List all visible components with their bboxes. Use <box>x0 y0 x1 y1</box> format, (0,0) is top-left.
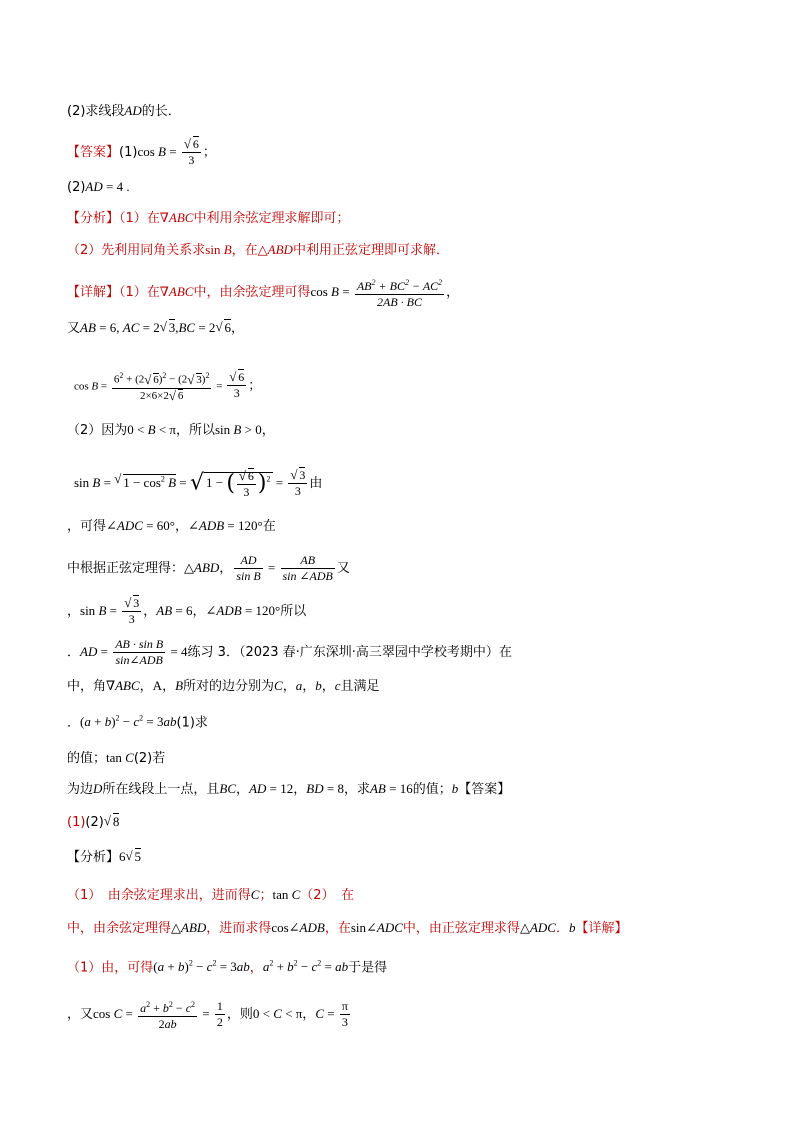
text: 【分析】 <box>67 850 120 865</box>
fraction: $\frac{AB^2 + BC^2 - AC^2}{2AB \cdot BC}$ <box>355 275 444 310</box>
exercise-3-detail-2: ，又cos C = $\frac{a^2 + b^2 - c^2}{2ab}$ = $\frac{1}{2}$ ，则0 < C < π，C = $\frac{\pi}{3}$ <box>67 999 348 1031</box>
text: （2）因为 <box>67 423 128 438</box>
text: 于是得 <box>348 960 388 976</box>
text: 为边 <box>67 782 94 797</box>
detail-line-6: ，可得∠ADC = 60°，∠ADB = 120°在 <box>67 518 276 534</box>
text: ，又 <box>67 1007 94 1022</box>
text: ， <box>192 604 206 619</box>
text: 在 <box>262 519 276 534</box>
fraction: $\frac{1}{2}$ <box>216 999 223 1029</box>
text: 【答案】 <box>458 782 511 797</box>
text: ； <box>259 888 273 903</box>
text: ， <box>174 519 188 534</box>
text: ， <box>302 1007 316 1022</box>
text: ； <box>248 378 262 394</box>
exercise-3-detail-1: （1）由，可得$(a + b)^2 - c^2 = 3ab$，$a^2 + b^2 - c^2$ = ab于是得 <box>67 959 388 976</box>
detail-line-2: 又AB = 6, AC = 2√ 3,BC = 2√ 6， <box>67 320 244 337</box>
fraction: √ $\frac{6}{3}$ <box>237 469 256 500</box>
text: ． <box>67 645 81 660</box>
text: ． <box>67 715 81 731</box>
text: 【详解】 <box>575 921 628 936</box>
detail-line-4: （2）因为0 < B < π，所以sin B > 0， <box>67 422 275 438</box>
answer-line: 【答案】(1)cos B = √ $\frac{6}{3}$ ； <box>67 137 216 168</box>
text: ， <box>139 679 153 694</box>
q2-line: (2)求线段AD的长． <box>67 103 181 119</box>
fraction: $\frac{a^2 + b^2 - c^2}{2ab}$ <box>138 997 197 1032</box>
text: ， <box>261 423 275 438</box>
text: 所在线段上一点，且 <box>102 782 220 797</box>
text: 中，由余弦定理可得 <box>193 285 311 300</box>
fraction: $\frac{AD}{\text{sin B}}$ <box>236 553 261 583</box>
fraction: $\frac{AB}{\text{sin ∠ADB}}$ <box>282 553 333 583</box>
text: ， <box>236 782 250 797</box>
text: ， <box>219 561 233 576</box>
analysis-label: （1） 由余弦定理求出 <box>67 888 199 903</box>
text: 所以 <box>280 604 307 619</box>
fraction: √ $\frac{6}{3}$ <box>227 370 246 401</box>
text: （2） 在 <box>300 888 355 903</box>
analysis-line-2: （2）先利用同角关系求sin B，在△ABD中利用正弦定理即可求解． <box>67 242 449 258</box>
text: (2) <box>85 815 104 830</box>
exercise-3-analysis-2: 中，由余弦定理得△ABD，进而求得cos∠ADB，在sin∠ADC中，由正弦定理求得△ADC．b【详解】 <box>67 920 628 936</box>
detail-line-8: ，sin B = √ $\frac{3}{3}$ ，AB = 6，∠ADB = 120°所以 <box>67 596 306 627</box>
text: ，在 <box>324 921 351 936</box>
detail-label: 【详解】 <box>67 285 120 300</box>
text: ． <box>555 921 569 936</box>
text: ， <box>446 285 460 300</box>
text: 中根据正弦定理得： <box>67 561 185 576</box>
text: 又 <box>336 561 350 576</box>
text: (1)求 <box>176 715 208 731</box>
text: 由 <box>309 476 323 491</box>
answer-2: (2)AD = 4 . <box>67 179 130 195</box>
text: 且满足 <box>340 679 380 694</box>
analysis-line-1: 【分析】（1）在∇ABC中利用余弦定理求解即可； <box>67 210 350 226</box>
detail-line-3: cos B = $\frac{6^2 + (2√ 6)^2 - (2√ 3)^2}{2\times 6\times 2√ 6}$ = √ $\frac{6}{3}$ ； <box>74 368 261 404</box>
text: ， <box>67 604 81 619</box>
detail-line-5: sin B = √ $1 - \cos^2 B$ = √ 1 − ( √ $\frac{6}{3}$ )$^2$ = √ $\frac{3}{3}$ 由 <box>74 468 322 500</box>
fraction: $\frac{\text{AB · sin B}}{\text{sin∠ADB}}$ <box>115 637 164 667</box>
text: ，所以 <box>175 423 215 438</box>
exercise-3-line-1: 中，角∇ABC，A，B所对的边分别为C，a，b，c且满足 <box>67 678 380 694</box>
text: (2) <box>67 180 86 195</box>
text: (1) <box>119 145 138 160</box>
text: 的长． <box>141 104 181 119</box>
text: （1）在 <box>119 285 160 300</box>
text: （1）在 <box>119 211 160 226</box>
text: ，可得 <box>67 519 107 534</box>
exercise-3-answer-2: 【分析】6√ 5 <box>67 849 141 866</box>
answer-label: (1) <box>67 815 86 830</box>
fraction: $\frac{6^2 + (2√ 6)^2 - (2√ 3)^2}{2\times 6\times 2√ 6}$ <box>112 368 212 404</box>
text: 中，角 <box>67 679 107 694</box>
text: ， <box>230 321 244 336</box>
analysis-label: 【分析】 <box>67 211 120 226</box>
text: (2)若 <box>133 751 166 766</box>
text: 中，由正弦定理求得 <box>402 921 520 936</box>
fraction: √ $\frac{3}{3}$ <box>288 468 307 499</box>
text: ； <box>202 145 216 160</box>
text: ，则 <box>226 1007 253 1022</box>
detail-line-1: 【详解】（1）在∇ABC中，由余弦定理可得cos B = $\frac{AB^2 + BC^2 - AC^2}{2AB \cdot BC}$ ， <box>67 275 459 310</box>
text: 中利用余弦定理求解即可； <box>193 211 350 226</box>
text: 的值； <box>67 751 107 766</box>
text: ，求 <box>343 782 370 797</box>
exercise-3-q2: 为边D所在线段上一点，且BC，AD = 12，BD = 8，求AB = 16的值；b【答案】 <box>67 781 511 797</box>
text: 的值； <box>412 782 452 797</box>
text: ， <box>162 679 176 694</box>
text: 练习 3．（2023 春·广东深圳·高三翠园中学校考期中）在 <box>187 645 512 660</box>
text: 中利用正弦定理即可求解． <box>292 243 449 258</box>
text: ， <box>249 960 263 976</box>
text: 又 <box>67 321 81 336</box>
text: ， <box>293 782 307 797</box>
text: ， <box>321 679 335 694</box>
text: （2）先利用同角关系求 <box>67 243 206 258</box>
answer-label: 【答案】 <box>67 145 120 160</box>
text: ，进而求得 <box>206 921 272 936</box>
text: 中，由余弦定理得 <box>67 921 172 936</box>
text: ， <box>302 679 316 694</box>
fraction: $\frac{\pi}{3}$ <box>341 999 348 1029</box>
fraction: √ $\frac{3}{3}$ <box>122 596 141 627</box>
text: ， <box>282 679 296 694</box>
exercise-3-answer-1: (1)(2)√ 8 <box>67 814 119 831</box>
text: ，在 <box>231 243 258 258</box>
fraction: √ $\frac{6}{3}$ <box>182 137 201 168</box>
detail-label: （1）由 <box>67 960 115 976</box>
text: ，可得 <box>114 960 154 976</box>
exercise-3-q1: 的值；tan C(2)若 <box>67 750 166 766</box>
text: ，进而得 <box>198 888 251 903</box>
text: ， <box>143 604 157 619</box>
detail-line-7: 中根据正弦定理得：△ABD， $\frac{AD}{\text{sin B}}$ = $\frac{AB}{\text{sin ∠ADB}}$ 又 <box>67 553 350 583</box>
exercise-3-line-2: ．$(a + b)^2 - c^2 = 3ab(1)$求 <box>67 714 208 731</box>
exercise-3-analysis-1: （1） 由余弦定理求出，进而得C；tan C（2） 在 <box>67 887 355 903</box>
text: (2)求线段 <box>67 104 125 119</box>
detail-line-9: ．AD = $\frac{\text{AB · sin B}}{\text{sin∠ADB}}$ = 4练习 3．（2023 春·广东深圳·高三翠园中学校考期中）在 <box>67 637 512 667</box>
text: 所对的边分别为 <box>183 679 275 694</box>
